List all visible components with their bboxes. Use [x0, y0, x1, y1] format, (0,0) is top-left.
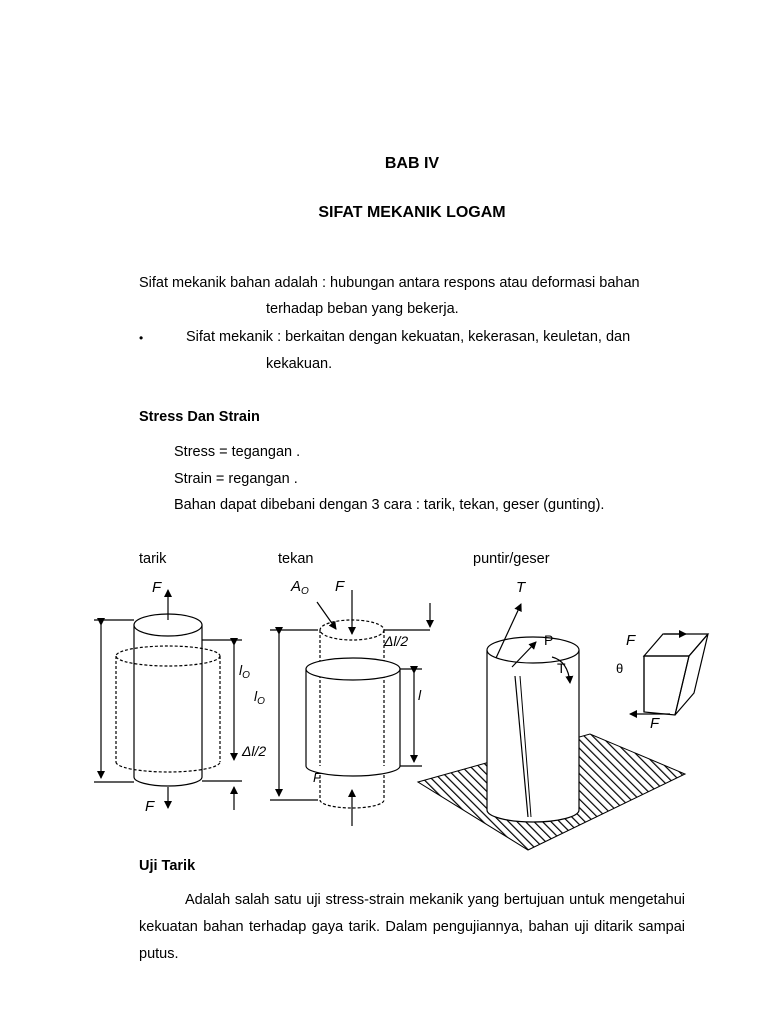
- bullet-line-1: Sifat mekanik : berkaitan dengan kekuatan, kekerasan, keuletan, dan: [186, 329, 631, 345]
- tarik-l0-symbol: l: [239, 662, 243, 678]
- tarik-specimen: [94, 590, 242, 810]
- tekan-force-top: F: [335, 578, 345, 595]
- loading-figure: [0, 570, 768, 860]
- tarik-force-bottom: F: [145, 798, 155, 815]
- chapter-heading: BAB IV: [384, 155, 440, 172]
- tekan-force-bottom: F: [313, 770, 321, 785]
- puntir-point-p: P: [544, 632, 554, 648]
- puntir-torque-inner: T: [557, 660, 566, 676]
- chapter-title: SIFAT MEKANIK LOGAM: [318, 204, 506, 221]
- geser-theta: θ: [616, 661, 624, 676]
- label-puntir-geser: puntir/geser: [473, 551, 550, 567]
- geser-block: [630, 634, 708, 715]
- tekan-l0-symbol: l: [254, 688, 258, 704]
- puntir-torque-top: T: [516, 579, 526, 596]
- label-tekan: tekan: [278, 551, 314, 567]
- definition-line-2: terhadap beban yang bekerja.: [266, 301, 459, 317]
- bullet-line-2: kekakuan.: [266, 356, 333, 372]
- section-heading-uji-tarik: Uji Tarik: [139, 858, 196, 874]
- tekan-l-symbol: l: [418, 687, 422, 703]
- tekan-specimen: [270, 590, 430, 826]
- svg-text:lO: [254, 688, 265, 707]
- tekan-a0-symbol: A: [291, 578, 302, 595]
- definition-line-1: Sifat mekanik bahan adalah : hubungan antara respons atau deformasi bahan: [139, 275, 640, 291]
- tarik-force-top: F: [152, 579, 162, 596]
- stress-line: Stress = tegangan .: [174, 444, 301, 460]
- svg-text:AO: [290, 578, 309, 597]
- svg-text:lO: [239, 662, 250, 681]
- tekan-l0-subscript: O: [257, 696, 265, 707]
- bullet-marker: •: [139, 331, 144, 345]
- strain-line: Strain = regangan .: [174, 471, 298, 487]
- tekan-a0-subscript: O: [301, 586, 309, 597]
- geser-force-top: F: [626, 632, 636, 649]
- tarik-delta-l: Δl/2: [242, 743, 267, 759]
- section-heading-stress-strain: Stress Dan Strain: [139, 409, 260, 425]
- tarik-l0-subscript: O: [242, 670, 250, 681]
- loading-methods-line: Bahan dapat dibebani dengan 3 cara : tarik, tekan, geser (gunting).: [174, 497, 605, 513]
- tekan-delta-l: Δl/2: [384, 633, 409, 649]
- geser-force-bottom: F: [650, 715, 660, 732]
- uji-tarik-paragraph: Adalah salah satu uji stress-strain mekanik yang bertujuan untuk mengetahui kekuatan bahan terhadap gaya tarik. Dalam pengujiannya, bahan uji ditarik sampai putus.: [139, 892, 685, 962]
- label-tarik: tarik: [139, 551, 167, 567]
